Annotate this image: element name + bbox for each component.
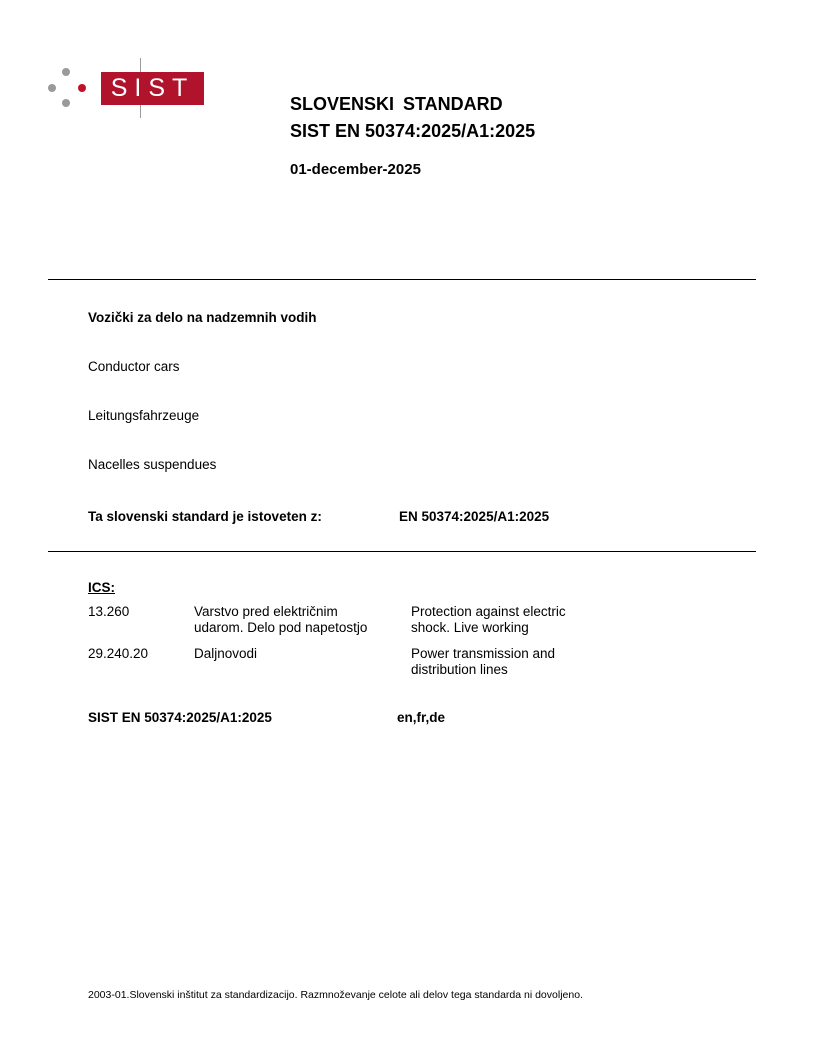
title-english: Conductor cars xyxy=(88,359,180,374)
ics-description-en xyxy=(411,604,566,636)
logo-dot xyxy=(62,68,70,76)
ics-description-sl-line: udarom. Delo pod napetostjo xyxy=(194,620,368,635)
ics-heading: ICS: xyxy=(88,580,115,595)
ics-description-en xyxy=(411,646,555,678)
logo-text: SIST xyxy=(101,72,204,105)
logo-dot-accent xyxy=(78,84,86,92)
ics-code: 13.260 xyxy=(88,604,130,619)
ics-description-sl xyxy=(194,604,367,636)
ics-description-en-line: distribution lines xyxy=(411,662,508,677)
ics-description-sl-line: Varstvo pred električnim xyxy=(194,604,338,619)
logo-dot xyxy=(62,99,70,107)
title-german: Leitungsfahrzeuge xyxy=(88,408,200,423)
ics-description-en-line: shock. Live working xyxy=(411,620,529,635)
ics-description-en-line: Protection against electric xyxy=(411,604,566,619)
logo-dot xyxy=(48,84,56,92)
ics-description-sl-line: Daljnovodi xyxy=(194,646,258,661)
reference-code: SIST EN 50374:2025/A1:2025 xyxy=(88,710,272,725)
identity-value: EN 50374:2025/A1:2025 xyxy=(399,509,550,524)
title-slovenian: Vozički za delo na nadzemnih vodih xyxy=(88,310,317,325)
ics-description-sl xyxy=(194,646,257,662)
divider xyxy=(48,551,756,552)
publication-date: 01-december-2025 xyxy=(290,161,421,178)
divider xyxy=(48,279,756,280)
standard-code: SIST EN 50374:2025/A1:2025 xyxy=(290,121,536,141)
copyright-footer: 2003-01.Slovenski inštitut za standardizacijo. Razmnoževanje celote ali delov tega standarda ni dovoljeno. xyxy=(88,989,583,1001)
standard-type: SLOVENSKI STANDARD xyxy=(290,94,503,114)
reference-languages: en,fr,de xyxy=(397,710,446,725)
ics-description-en-line: Power transmission and xyxy=(411,646,556,661)
identity-label: Ta slovenski standard je istoveten z: xyxy=(88,509,322,524)
ics-code: 29.240.20 xyxy=(88,646,149,661)
title-french: Nacelles suspendues xyxy=(88,457,217,472)
